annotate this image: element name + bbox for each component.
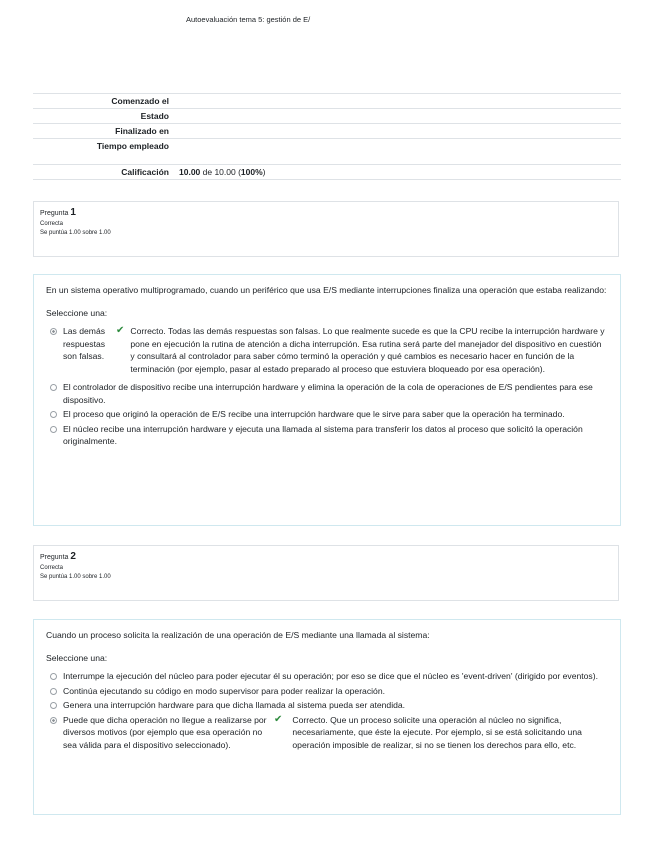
- question-text: Cuando un proceso solicita la realización de una operación de E/S mediante una llamada al sistema:: [46, 630, 430, 640]
- question-number: Pregunta 1: [40, 207, 76, 218]
- question-status: Correcta: [40, 565, 64, 571]
- summary-label: Estado: [33, 109, 175, 124]
- radio-selected-icon[interactable]: [50, 328, 57, 335]
- answer-option[interactable]: El núcleo recibe una interrupción hardware y ejecuta una llamada al sistema para transferir los datos al proceso que solicitó la operación originalmente.: [46, 423, 608, 448]
- answer-option[interactable]: Continúa ejecutando su código en modo supervisor para poder realizar la operación.: [46, 685, 608, 698]
- grade-value: 10.00 de 10.00 (100%): [175, 165, 621, 180]
- attempt-summary: [33, 93, 621, 180]
- question-score: Se puntúa 1.00 sobre 1.00: [40, 574, 111, 580]
- radio-icon[interactable]: [50, 702, 57, 709]
- answer-option-label: Puede que dicha operación no llegue a realizarse por diversos motivos (por ejemplo que esa operación no sea válida para el dispositivo seleccionado).: [63, 714, 267, 750]
- feedback-text: Correcto. Que un proceso solicite una operación al núcleo no significa, necesariamente, que éste la ejecute. Por ejemplo, si se está solicitando una operación imposible de realizar, si no se tienen los derechos para ello, etc.: [292, 714, 582, 750]
- answer-prompt: Seleccione una:: [46, 652, 108, 663]
- question-2-info: [33, 545, 619, 601]
- radio-selected-icon[interactable]: [50, 717, 57, 724]
- question-number: Pregunta 2: [40, 551, 76, 562]
- question-1-info: [33, 201, 619, 257]
- summary-label: Comenzado el: [33, 94, 175, 109]
- question-status: Correcta: [40, 221, 64, 227]
- radio-icon[interactable]: [50, 411, 57, 418]
- summary-value: [175, 109, 621, 124]
- checkmark-icon: ✔: [116, 325, 125, 336]
- question-2-content: [33, 619, 621, 815]
- answer-option-selected[interactable]: [46, 714, 608, 752]
- summary-label: Tiempo empleado: [33, 139, 175, 165]
- radio-icon[interactable]: [50, 384, 57, 391]
- radio-icon[interactable]: [50, 673, 57, 680]
- summary-value: [175, 124, 621, 139]
- answer-option[interactable]: El proceso que originó la operación de E/S recibe una interrupción hardware que le sirve para saber que la operación ha terminado.: [46, 408, 608, 421]
- answer-option[interactable]: El controlador de dispositivo recibe una interrupción hardware y elimina la operación de la cola de operaciones de E/S pendientes para ese dispositivo.: [46, 381, 608, 406]
- answer-option-selected[interactable]: [46, 325, 608, 375]
- question-score: Se puntúa 1.00 sobre 1.00: [40, 230, 111, 236]
- answer-option[interactable]: Interrumpe la ejecución del núcleo para poder ejecutar él su operación; por eso se dice que el núcleo es 'event-driven' (dirigido por eventos).: [46, 670, 608, 683]
- checkmark-icon: ✔: [274, 713, 283, 725]
- summary-value: [175, 94, 621, 109]
- page-title: Autoevaluación tema 5: gestión de E/: [186, 15, 311, 24]
- radio-icon[interactable]: [50, 426, 57, 433]
- answer-prompt: Seleccione una:: [46, 307, 108, 318]
- answer-option-label: Las demás respuestas son falsas.: [63, 326, 106, 361]
- question-1-content: [33, 274, 621, 526]
- summary-value: [175, 139, 621, 165]
- answer-option[interactable]: Genera una interrupción hardware para que dicha llamada al sistema pueda ser atendida.: [46, 699, 608, 712]
- question-text: En un sistema operativo multiprogramado, cuando un periférico que usa E/S mediante interrupciones finaliza una operación que estaba realizando:: [46, 285, 607, 295]
- radio-icon[interactable]: [50, 688, 57, 695]
- summary-label: Finalizado en: [33, 124, 175, 139]
- feedback-text: Correcto. Todas las demás respuestas son falsas. Lo que realmente sucede es que la CPU recibe la interrupción hardware y pone en ejecución la rutina de atención a dicha interrupción. Esa rutina será parte del manejador del dispositivo en cuestión y consultará al controlador para saber cómo terminó la operación y qué cambios es necesario hacer en función de la terminación (por ejemplo, pasar al estado preparado al proceso que estuviera bloqueado por esa operación).: [130, 326, 605, 374]
- summary-label: Calificación: [33, 165, 175, 180]
